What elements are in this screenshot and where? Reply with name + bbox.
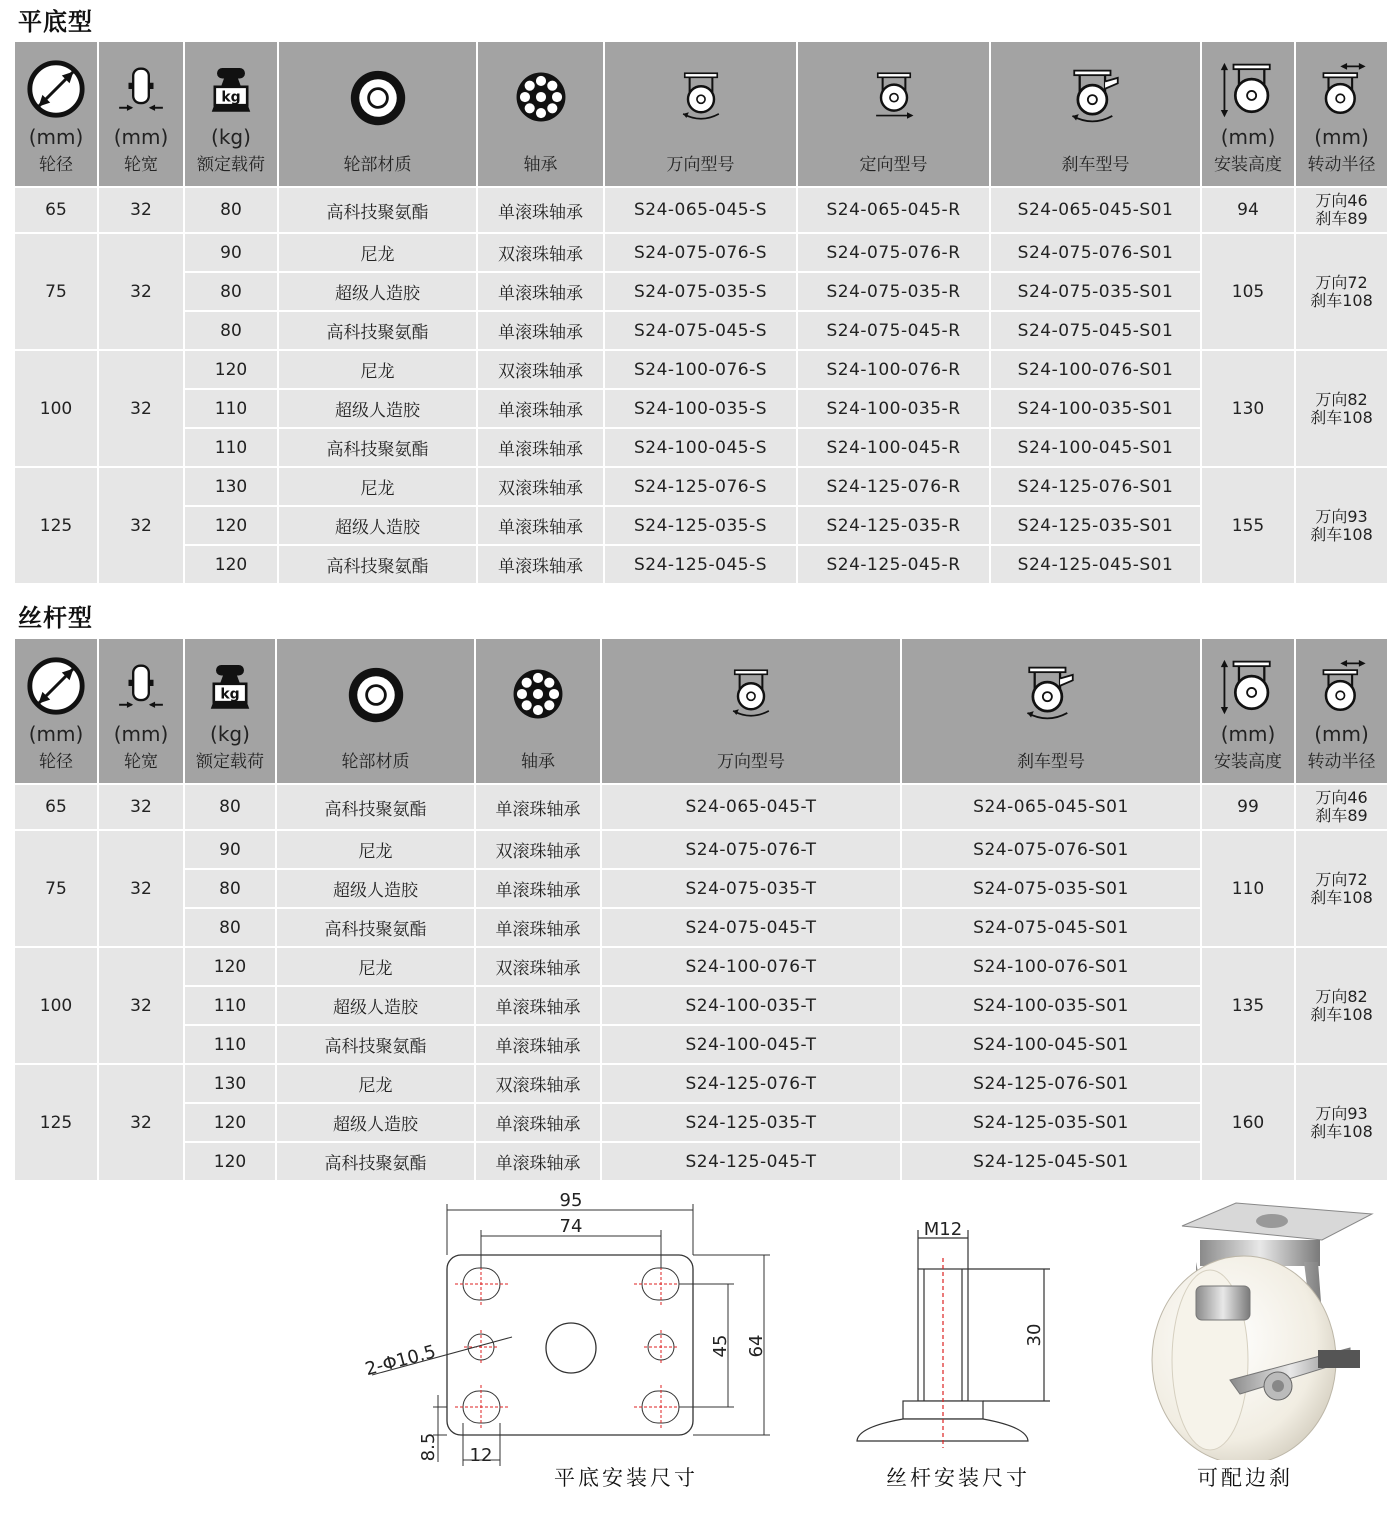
height-cell: 135 bbox=[1201, 947, 1295, 1064]
material-cell: 尼龙 bbox=[276, 947, 475, 986]
material-cell: 高科技聚氨酯 bbox=[278, 545, 477, 584]
load-cell: 120 bbox=[184, 350, 278, 389]
swivel-model-cell: S24-125-045-T bbox=[601, 1142, 901, 1181]
bearing-cell: 单滚珠轴承 bbox=[475, 1025, 601, 1064]
table-row bbox=[14, 1064, 1388, 1103]
bearing-cell: 单滚珠轴承 bbox=[477, 428, 604, 467]
swivel-model-cell: S24-075-035-S bbox=[604, 272, 797, 311]
header-material: 轮部材质 bbox=[278, 41, 477, 187]
table-row bbox=[14, 187, 1388, 233]
material-cell: 超级人造胶 bbox=[278, 506, 477, 545]
diameter-cell: 75 bbox=[14, 233, 98, 350]
material-cell: 超级人造胶 bbox=[278, 389, 477, 428]
rigid-model-cell: S24-100-035-R bbox=[797, 389, 990, 428]
swivel-model-cell: S24-075-045-S bbox=[604, 311, 797, 350]
height-cell: 130 bbox=[1201, 350, 1295, 467]
spec-table-stem bbox=[13, 637, 1389, 1182]
height-cell: 99 bbox=[1201, 784, 1295, 830]
load-cell: 120 bbox=[184, 545, 278, 584]
wheel-material-icon bbox=[346, 665, 406, 725]
load-cell: 120 bbox=[184, 947, 276, 986]
brake-model-cell: S24-075-035-S01 bbox=[901, 869, 1201, 908]
material-cell: 超级人造胶 bbox=[276, 869, 475, 908]
bearing-cell: 单滚珠轴承 bbox=[477, 187, 604, 233]
table-row bbox=[14, 869, 1388, 908]
swivel-model-cell: S24-125-076-S bbox=[604, 467, 797, 506]
brake-model-cell: S24-075-076-S01 bbox=[901, 830, 1201, 869]
header-width: (mm) 轮宽 bbox=[98, 41, 184, 187]
height-cell: 105 bbox=[1201, 233, 1295, 350]
brake-model-cell: S24-125-076-S01 bbox=[990, 467, 1201, 506]
load-cell: 120 bbox=[184, 1103, 276, 1142]
diameter-cell: 65 bbox=[14, 187, 98, 233]
swivel-caster-icon bbox=[675, 66, 727, 126]
swivel-model-cell: S24-125-035-S bbox=[604, 506, 797, 545]
material-cell: 高科技聚氨酯 bbox=[278, 187, 477, 233]
material-cell: 尼龙 bbox=[278, 233, 477, 272]
header-radius: (mm) 转动半径 bbox=[1295, 41, 1388, 187]
header-bearing: 轴承 bbox=[475, 638, 601, 784]
swivel-model-cell: S24-125-045-S bbox=[604, 545, 797, 584]
material-cell: 尼龙 bbox=[278, 350, 477, 389]
material-cell: 高科技聚氨酯 bbox=[278, 428, 477, 467]
material-cell: 高科技聚氨酯 bbox=[278, 311, 477, 350]
bearing-cell: 双滚珠轴承 bbox=[477, 350, 604, 389]
header-diameter: (mm) 轮径 bbox=[14, 638, 98, 784]
rigid-model-cell: S24-075-076-R bbox=[797, 233, 990, 272]
load-cell: 80 bbox=[184, 784, 276, 830]
header-load: (kg) 额定载荷 bbox=[184, 41, 278, 187]
load-cell: 90 bbox=[184, 830, 276, 869]
table-row bbox=[14, 784, 1388, 830]
brake-model-cell: S24-075-045-S01 bbox=[990, 311, 1201, 350]
swivel-caster-icon bbox=[725, 663, 777, 723]
header-radius: (mm) 转动半径 bbox=[1295, 638, 1388, 784]
radius-cell: 万向93 刹车108 bbox=[1295, 1064, 1388, 1181]
load-cell: 120 bbox=[184, 506, 278, 545]
width-cell: 32 bbox=[98, 187, 184, 233]
kg-weight-icon bbox=[202, 655, 258, 717]
wheel-diameter-icon bbox=[25, 58, 87, 120]
table-row bbox=[14, 389, 1388, 428]
brake-model-cell: S24-100-035-S01 bbox=[901, 986, 1201, 1025]
diameter-cell: 125 bbox=[14, 1064, 98, 1181]
radius-cell: 万向82 刹车108 bbox=[1295, 947, 1388, 1064]
rigid-model-cell: S24-075-035-R bbox=[797, 272, 990, 311]
table-row bbox=[14, 467, 1388, 506]
header-height: (mm) 安装高度 bbox=[1201, 41, 1295, 187]
caster-brake-photo bbox=[1140, 1195, 1380, 1460]
swivel-model-cell: S24-075-045-T bbox=[601, 908, 901, 947]
bearing-icon bbox=[511, 667, 565, 721]
dim-thread-label: M12 bbox=[923, 1219, 963, 1240]
bearing-cell: 单滚珠轴承 bbox=[475, 1142, 601, 1181]
dim-stem-length-label: 30 bbox=[1024, 1323, 1045, 1347]
load-cell: 80 bbox=[184, 311, 278, 350]
load-cell: 110 bbox=[184, 1025, 276, 1064]
dim-hole-spacing-label: 74 bbox=[559, 1216, 583, 1237]
brake-model-cell: S24-100-076-S01 bbox=[990, 350, 1201, 389]
table-row bbox=[14, 1103, 1388, 1142]
header-rigid: 定向型号 bbox=[797, 41, 990, 187]
plate-drawing-caption: 平底安装尺寸 bbox=[554, 1466, 698, 1490]
height-cell: 160 bbox=[1201, 1064, 1295, 1181]
load-cell: 110 bbox=[184, 428, 278, 467]
swivel-model-cell: S24-065-045-T bbox=[601, 784, 901, 830]
table-row bbox=[14, 428, 1388, 467]
bearing-cell: 双滚珠轴承 bbox=[475, 947, 601, 986]
swivel-model-cell: S24-100-076-T bbox=[601, 947, 901, 986]
dim-hole-vertical-label: 45 bbox=[710, 1334, 731, 1358]
width-cell: 32 bbox=[98, 1064, 184, 1181]
swivel-model-cell: S24-100-035-S bbox=[604, 389, 797, 428]
brake-caster-icon bbox=[1022, 663, 1080, 723]
diameter-cell: 75 bbox=[14, 830, 98, 947]
rigid-model-cell: S24-100-076-R bbox=[797, 350, 990, 389]
material-cell: 尼龙 bbox=[278, 467, 477, 506]
swivel-model-cell: S24-100-045-S bbox=[604, 428, 797, 467]
radius-cell: 万向93 刹车108 bbox=[1295, 467, 1388, 584]
bearing-cell: 单滚珠轴承 bbox=[477, 506, 604, 545]
bearing-cell: 单滚珠轴承 bbox=[475, 869, 601, 908]
table-row bbox=[14, 545, 1388, 584]
plate-dimension-drawing bbox=[360, 1185, 780, 1475]
brake-model-cell: S24-075-076-S01 bbox=[990, 233, 1201, 272]
header-width: (mm) 轮宽 bbox=[98, 638, 184, 784]
load-cell: 120 bbox=[184, 1142, 276, 1181]
bearing-cell: 单滚珠轴承 bbox=[475, 1103, 601, 1142]
brake-model-cell: S24-100-045-S01 bbox=[990, 428, 1201, 467]
table-row bbox=[14, 1025, 1388, 1064]
radius-cell: 万向72 刹车108 bbox=[1295, 830, 1388, 947]
height-cell: 110 bbox=[1201, 830, 1295, 947]
section-title-flat: 平底型 bbox=[18, 8, 93, 36]
table-row bbox=[14, 272, 1388, 311]
radius-cell: 万向72 刹车108 bbox=[1295, 233, 1388, 350]
dim-plate-height-label: 64 bbox=[746, 1334, 767, 1358]
header-swivel: 万向型号 bbox=[601, 638, 901, 784]
rigid-model-cell: S24-065-045-R bbox=[797, 187, 990, 233]
wheel-width-icon bbox=[116, 655, 166, 717]
diameter-cell: 125 bbox=[14, 467, 98, 584]
wheel-material-icon bbox=[348, 68, 408, 128]
brake-caster-icon bbox=[1067, 66, 1125, 126]
brake-model-cell: S24-100-076-S01 bbox=[901, 947, 1201, 986]
swivel-model-cell: S24-100-045-T bbox=[601, 1025, 901, 1064]
header-brake: 刹车型号 bbox=[990, 41, 1201, 187]
swivel-radius-icon bbox=[1315, 657, 1369, 717]
header-material: 轮部材质 bbox=[276, 638, 475, 784]
swivel-model-cell: S24-100-076-S bbox=[604, 350, 797, 389]
dim-hole-diameter-label: 2-Φ10.5 bbox=[362, 1341, 439, 1381]
kg-weight-icon bbox=[203, 58, 259, 120]
brake-model-cell: S24-100-035-S01 bbox=[990, 389, 1201, 428]
load-cell: 110 bbox=[184, 389, 278, 428]
material-cell: 高科技聚氨酯 bbox=[276, 908, 475, 947]
table-row bbox=[14, 1142, 1388, 1181]
stem-drawing-caption: 丝杆安装尺寸 bbox=[886, 1466, 1030, 1490]
brake-model-cell: S24-125-045-S01 bbox=[990, 545, 1201, 584]
header-load: (kg) 额定载荷 bbox=[184, 638, 276, 784]
brake-model-cell: S24-065-045-S01 bbox=[990, 187, 1201, 233]
rigid-model-cell: S24-100-045-R bbox=[797, 428, 990, 467]
width-cell: 32 bbox=[98, 784, 184, 830]
load-cell: 110 bbox=[184, 986, 276, 1025]
table-row bbox=[14, 350, 1388, 389]
wheel-diameter-icon bbox=[25, 655, 87, 717]
brake-model-cell: S24-125-035-S01 bbox=[990, 506, 1201, 545]
material-cell: 尼龙 bbox=[276, 1064, 475, 1103]
swivel-model-cell: S24-075-035-T bbox=[601, 869, 901, 908]
brake-model-cell: S24-125-076-S01 bbox=[901, 1064, 1201, 1103]
material-cell: 高科技聚氨酯 bbox=[276, 784, 475, 830]
bearing-cell: 双滚珠轴承 bbox=[477, 233, 604, 272]
swivel-model-cell: S24-075-076-T bbox=[601, 830, 901, 869]
bearing-cell: 单滚珠轴承 bbox=[477, 311, 604, 350]
table-row bbox=[14, 986, 1388, 1025]
rigid-model-cell: S24-125-045-R bbox=[797, 545, 990, 584]
rigid-model-cell: S24-125-035-R bbox=[797, 506, 990, 545]
material-cell: 高科技聚氨酯 bbox=[276, 1025, 475, 1064]
load-cell: 130 bbox=[184, 1064, 276, 1103]
header-swivel: 万向型号 bbox=[604, 41, 797, 187]
radius-cell: 万向46 刹车89 bbox=[1295, 784, 1388, 830]
width-cell: 32 bbox=[98, 233, 184, 350]
mount-height-icon bbox=[1219, 60, 1277, 120]
swivel-model-cell: S24-125-076-T bbox=[601, 1064, 901, 1103]
header-diameter: (mm) 轮径 bbox=[14, 41, 98, 187]
swivel-model-cell: S24-125-035-T bbox=[601, 1103, 901, 1142]
height-cell: 155 bbox=[1201, 467, 1295, 584]
load-cell: 90 bbox=[184, 233, 278, 272]
brake-model-cell: S24-100-045-S01 bbox=[901, 1025, 1201, 1064]
header-brake: 刹车型号 bbox=[901, 638, 1201, 784]
bearing-cell: 双滚珠轴承 bbox=[477, 467, 604, 506]
brake-model-cell: S24-075-035-S01 bbox=[990, 272, 1201, 311]
brake-model-cell: S24-065-045-S01 bbox=[901, 784, 1201, 830]
swivel-model-cell: S24-065-045-S bbox=[604, 187, 797, 233]
bearing-cell: 单滚珠轴承 bbox=[475, 908, 601, 947]
table-row bbox=[14, 506, 1388, 545]
table-row bbox=[14, 311, 1388, 350]
material-cell: 超级人造胶 bbox=[278, 272, 477, 311]
bearing-cell: 单滚珠轴承 bbox=[477, 389, 604, 428]
width-cell: 32 bbox=[98, 947, 184, 1064]
bearing-cell: 单滚珠轴承 bbox=[475, 784, 601, 830]
dim-plate-width-label: 95 bbox=[559, 1190, 583, 1211]
width-cell: 32 bbox=[98, 467, 184, 584]
header-bearing: 轴承 bbox=[477, 41, 604, 187]
table-row bbox=[14, 947, 1388, 986]
table-row bbox=[14, 233, 1388, 272]
rigid-model-cell: S24-125-076-R bbox=[797, 467, 990, 506]
rigid-caster-icon bbox=[868, 66, 920, 126]
header-height: (mm) 安装高度 bbox=[1201, 638, 1295, 784]
diameter-cell: 65 bbox=[14, 784, 98, 830]
bearing-cell: 双滚珠轴承 bbox=[475, 1064, 601, 1103]
wheel-width-icon bbox=[116, 58, 166, 120]
spec-table-flat bbox=[13, 40, 1389, 585]
brake-photo-caption: 可配边刹 bbox=[1197, 1466, 1293, 1490]
load-cell: 80 bbox=[184, 187, 278, 233]
material-cell: 超级人造胶 bbox=[276, 1103, 475, 1142]
swivel-model-cell: S24-100-035-T bbox=[601, 986, 901, 1025]
stem-dimension-drawing bbox=[850, 1210, 1070, 1450]
load-cell: 80 bbox=[184, 908, 276, 947]
brake-model-cell: S24-125-045-S01 bbox=[901, 1142, 1201, 1181]
mount-height-icon bbox=[1219, 657, 1277, 717]
table-row bbox=[14, 830, 1388, 869]
load-cell: 130 bbox=[184, 467, 278, 506]
brake-model-cell: S24-125-035-S01 bbox=[901, 1103, 1201, 1142]
bearing-cell: 单滚珠轴承 bbox=[475, 986, 601, 1025]
load-cell: 80 bbox=[184, 272, 278, 311]
swivel-radius-icon bbox=[1315, 60, 1369, 120]
dim-edge-horizontal-label: 12 bbox=[469, 1445, 493, 1466]
section-title-stem: 丝杆型 bbox=[18, 604, 93, 632]
bearing-cell: 双滚珠轴承 bbox=[475, 830, 601, 869]
diameter-cell: 100 bbox=[14, 947, 98, 1064]
dim-edge-vertical-label: 8.5 bbox=[418, 1432, 439, 1462]
material-cell: 超级人造胶 bbox=[276, 986, 475, 1025]
bearing-cell: 单滚珠轴承 bbox=[477, 545, 604, 584]
material-cell: 尼龙 bbox=[276, 830, 475, 869]
load-cell: 80 bbox=[184, 869, 276, 908]
width-cell: 32 bbox=[98, 830, 184, 947]
width-cell: 32 bbox=[98, 350, 184, 467]
brake-model-cell: S24-075-045-S01 bbox=[901, 908, 1201, 947]
bearing-icon bbox=[514, 70, 568, 124]
swivel-model-cell: S24-075-076-S bbox=[604, 233, 797, 272]
bearing-cell: 单滚珠轴承 bbox=[477, 272, 604, 311]
height-cell: 94 bbox=[1201, 187, 1295, 233]
rigid-model-cell: S24-075-045-R bbox=[797, 311, 990, 350]
diameter-cell: 100 bbox=[14, 350, 98, 467]
material-cell: 高科技聚氨酯 bbox=[276, 1142, 475, 1181]
radius-cell: 万向82 刹车108 bbox=[1295, 350, 1388, 467]
table-row bbox=[14, 908, 1388, 947]
radius-cell: 万向46 刹车89 bbox=[1295, 187, 1388, 233]
